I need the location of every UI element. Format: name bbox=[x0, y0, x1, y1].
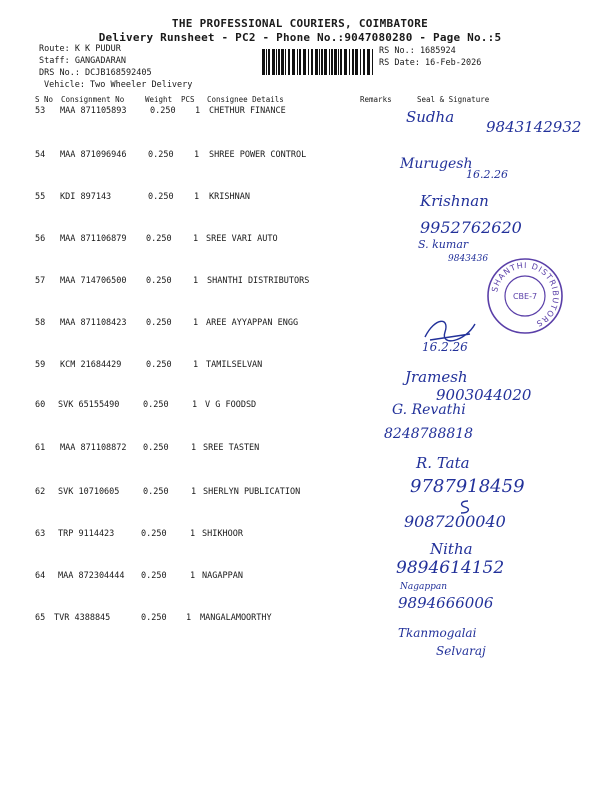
rs-number: RS No.: 1685924 bbox=[379, 46, 456, 56]
cell-pcs: 1 bbox=[193, 318, 199, 328]
cell-sno: 57 bbox=[35, 276, 46, 286]
handwritten-signature: Tkanmogalai bbox=[398, 626, 477, 640]
barcode-bar bbox=[344, 49, 347, 75]
cell-weight: 0.250 bbox=[143, 400, 169, 410]
table-row bbox=[0, 150, 600, 170]
handwritten-phone: 8248788818 bbox=[384, 426, 474, 442]
cell-consignment: KDI 897143 bbox=[60, 192, 112, 202]
handwritten-phone: 9894666006 bbox=[398, 594, 494, 612]
cell-consignee: SHREE POWER CONTROL bbox=[209, 150, 307, 160]
cell-consignment: TVR 4388845 bbox=[54, 613, 111, 623]
cell-consignee: MANGALAMOORTHY bbox=[200, 613, 272, 623]
barcode-bar bbox=[334, 49, 337, 75]
handwritten-phone: 9787918459 bbox=[410, 476, 525, 497]
cell-pcs: 1 bbox=[193, 276, 199, 286]
cell-weight: 0.250 bbox=[148, 192, 174, 202]
col-seal-signature: Seal & Signature bbox=[417, 95, 490, 104]
handwritten-signature: Krishnan bbox=[420, 192, 489, 210]
handwritten-signature: Selvaraj bbox=[436, 644, 486, 658]
barcode-bar bbox=[360, 49, 361, 75]
barcode-bar bbox=[324, 49, 327, 75]
cell-sno: 63 bbox=[35, 529, 46, 539]
cell-consignment: SVK 10710605 bbox=[58, 487, 120, 497]
cell-weight: 0.250 bbox=[141, 613, 167, 623]
cell-pcs: 1 bbox=[191, 487, 197, 497]
cell-consignee: SREE VARI AUTO bbox=[206, 234, 278, 244]
rs-date: RS Date: 16-Feb-2026 bbox=[379, 58, 482, 68]
cell-weight: 0.250 bbox=[141, 529, 167, 539]
cell-sno: 60 bbox=[35, 400, 46, 410]
cell-pcs: 1 bbox=[191, 443, 197, 453]
handwritten-phone: 9843142932 bbox=[486, 118, 582, 136]
cell-consignment: MAA 871108423 bbox=[60, 318, 127, 328]
col-consignee: Consignee Details bbox=[207, 95, 284, 104]
cell-consignee: CHETHUR FINANCE bbox=[209, 106, 286, 116]
col-remarks: Remarks bbox=[360, 95, 392, 104]
cell-weight: 0.250 bbox=[150, 106, 176, 116]
cell-consignment: MAA 871096946 bbox=[60, 150, 127, 160]
cell-pcs: 1 bbox=[195, 106, 201, 116]
barcode-bar bbox=[349, 49, 350, 75]
cell-consignee: NAGAPPAN bbox=[202, 571, 243, 581]
barcode-bar bbox=[340, 49, 342, 75]
barcode-bar bbox=[321, 49, 323, 75]
table-row bbox=[0, 443, 600, 463]
table-row bbox=[0, 192, 600, 212]
runsheet-subtitle: Delivery Runsheet - PC2 - Phone No.:9047080280 - Page No.:5 bbox=[98, 31, 502, 44]
cell-consignee: SREE TASTEN bbox=[203, 443, 260, 453]
handwritten-phone: 9952762620 bbox=[420, 218, 522, 237]
col-weight: Weight bbox=[145, 95, 173, 104]
cell-sno: 55 bbox=[35, 192, 46, 202]
stamp-text: SHANTHI DISTRIBUTORS bbox=[490, 260, 561, 329]
cell-consignment: SVK 65155490 bbox=[58, 400, 120, 410]
cell-pcs: 1 bbox=[194, 192, 200, 202]
drs-label: DRS No.: DCJB168592405 bbox=[39, 68, 152, 78]
cell-pcs: 1 bbox=[186, 613, 192, 623]
barcode-bar bbox=[297, 49, 298, 75]
handwritten-signature: S. kumar bbox=[418, 238, 469, 251]
barcode-bar bbox=[338, 49, 339, 75]
cell-weight: 0.250 bbox=[148, 150, 174, 160]
barcode-bar bbox=[367, 49, 370, 75]
cell-consignee: V G FOODSD bbox=[205, 400, 257, 410]
table-row bbox=[0, 234, 600, 254]
cell-sno: 59 bbox=[35, 360, 46, 370]
table-row bbox=[0, 360, 600, 380]
cell-consignment: MAA 871106879 bbox=[60, 234, 127, 244]
barcode-bar bbox=[292, 49, 295, 75]
barcode-bar bbox=[355, 49, 358, 75]
table-row bbox=[0, 571, 600, 591]
handwritten-phone: 9894614152 bbox=[396, 558, 505, 578]
cell-consignee: KRISHNAN bbox=[209, 192, 250, 202]
barcode-bar bbox=[262, 49, 265, 75]
barcode-bar bbox=[329, 49, 330, 75]
cell-sno: 62 bbox=[35, 487, 46, 497]
company-title: THE PROFESSIONAL COURIERS, COIMBATORE bbox=[171, 17, 429, 30]
barcode-bar bbox=[281, 49, 284, 75]
handwritten-signature: Jramesh bbox=[405, 368, 468, 386]
cell-consignment: KCM 21684429 bbox=[60, 360, 122, 370]
barcode-bar bbox=[276, 49, 277, 75]
cell-consignment: TRP 9114423 bbox=[58, 529, 115, 539]
handwritten-phone: 9843436 bbox=[448, 254, 489, 264]
cell-consignment: MAA 714706500 bbox=[60, 276, 127, 286]
handwritten-signature: G. Revathi bbox=[392, 402, 466, 418]
cell-pcs: 1 bbox=[190, 571, 196, 581]
vehicle-label: Vehicle: Two Wheeler Delivery bbox=[44, 80, 193, 90]
cell-sno: 58 bbox=[35, 318, 46, 328]
cell-consignment: MAA 871105893 bbox=[60, 106, 127, 116]
cell-sno: 56 bbox=[35, 234, 46, 244]
cell-pcs: 1 bbox=[193, 360, 199, 370]
handwritten-signature: Nagappan bbox=[400, 582, 448, 592]
cell-weight: 0.250 bbox=[141, 571, 167, 581]
cell-weight: 0.250 bbox=[146, 234, 172, 244]
barcode-bar bbox=[315, 49, 318, 75]
cell-pcs: 1 bbox=[194, 150, 200, 160]
handwritten-signature: Murugesh bbox=[400, 156, 473, 172]
barcode-bar bbox=[303, 49, 306, 75]
cell-sno: 65 bbox=[35, 613, 46, 623]
barcode-bar bbox=[266, 49, 267, 75]
cell-pcs: 1 bbox=[190, 529, 196, 539]
cell-weight: 0.250 bbox=[143, 487, 169, 497]
barcode-bar bbox=[288, 49, 290, 75]
cell-sno: 53 bbox=[35, 106, 46, 116]
cell-consignment: MAA 871108872 bbox=[60, 443, 127, 453]
barcode-bar bbox=[372, 49, 373, 75]
handwritten-signature: Nitha bbox=[430, 540, 473, 558]
barcode-bar bbox=[331, 49, 333, 75]
route-label: Route: K K PUDUR bbox=[39, 44, 121, 54]
cell-consignee: SHANTHI DISTRIBUTORS bbox=[207, 276, 310, 286]
cell-consignee: SHIKHOOR bbox=[202, 529, 243, 539]
table-row bbox=[0, 613, 600, 633]
cell-consignee: TAMILSELVAN bbox=[206, 360, 263, 370]
cell-consignee: AREE AYYAPPAN ENGG bbox=[206, 318, 299, 328]
handwritten-date: 16.2.26 bbox=[466, 168, 508, 181]
cell-pcs: 1 bbox=[193, 234, 199, 244]
barcode-bar bbox=[299, 49, 301, 75]
cell-consignee: SHERLYN PUBLICATION bbox=[203, 487, 301, 497]
stamp-center: CBE-7 bbox=[512, 292, 538, 301]
cell-weight: 0.250 bbox=[146, 276, 172, 286]
cell-weight: 0.250 bbox=[146, 360, 172, 370]
col-consignment: Consignment No bbox=[61, 95, 125, 104]
barcode-bar bbox=[268, 49, 270, 75]
cell-weight: 0.250 bbox=[143, 443, 169, 453]
barcode-bar bbox=[285, 49, 286, 75]
barcode-bar bbox=[352, 49, 354, 75]
barcode-bar bbox=[278, 49, 280, 75]
cell-sno: 64 bbox=[35, 571, 46, 581]
barcode-bar bbox=[319, 49, 320, 75]
col-sno: S No bbox=[35, 95, 54, 104]
col-pcs: PCS bbox=[181, 95, 195, 104]
barcode-bar bbox=[311, 49, 313, 75]
cell-sno: 61 bbox=[35, 443, 46, 453]
staff-label: Staff: GANGADARAN bbox=[39, 56, 126, 66]
barcode-image bbox=[262, 49, 374, 75]
cell-pcs: 1 bbox=[192, 400, 198, 410]
handwritten-phone: 9087200040 bbox=[404, 512, 506, 531]
company-stamp bbox=[485, 256, 565, 336]
table-row bbox=[0, 529, 600, 549]
barcode-bar bbox=[363, 49, 365, 75]
barcode-bar bbox=[272, 49, 275, 75]
barcode-bar bbox=[308, 49, 309, 75]
handwritten-signature: Sudha bbox=[406, 108, 455, 126]
handwritten-phone: 9003044020 bbox=[436, 386, 532, 404]
cell-weight: 0.250 bbox=[146, 318, 172, 328]
handwritten-signature: R. Tata bbox=[416, 454, 470, 472]
handwritten-date: 16.2.26 bbox=[422, 340, 468, 354]
cell-sno: 54 bbox=[35, 150, 46, 160]
cell-consignment: MAA 872304444 bbox=[58, 571, 125, 581]
